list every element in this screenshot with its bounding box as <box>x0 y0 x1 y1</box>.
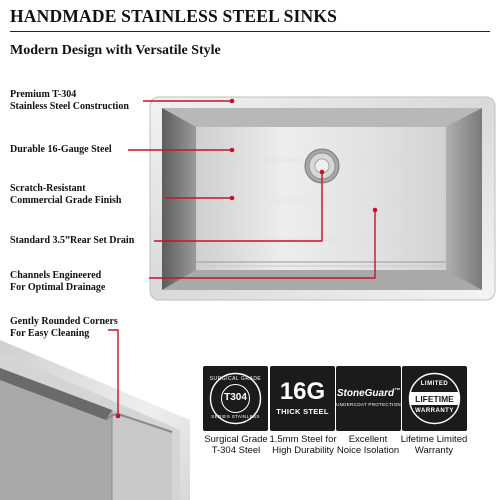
badge-caption-16g: 1.5mm Steel for High Durability <box>269 434 337 456</box>
lifetime-warranty-icon: LIMITED LIFETIME WARRANTY <box>402 366 467 431</box>
badge-caption-stoneguard: Excellent Noice Isolation <box>336 434 400 456</box>
surgical-grade-seal-icon: SURGICAL GRADE T304 SERIES STAINLESS <box>203 366 268 431</box>
badge-caption-warranty: Lifetime Limited Warranty <box>400 434 468 456</box>
16g-icon: 16G THICK STEEL <box>270 366 335 431</box>
callout-rounded-corners: Gently Rounded Corners For Easy Cleaning <box>10 316 118 339</box>
stoneguard-icon: StoneGuard™ UNDERCOAT PROTECTION <box>336 366 401 431</box>
badge-caption-surgical: Surgical Grade T-304 Steel <box>204 434 268 456</box>
callout-scratch-resistant: Scratch-Resistant Commercial Grade Finish <box>10 183 122 206</box>
corner-closeup <box>0 340 190 500</box>
callout-t304: Premium T-304 Stainless Steel Construction <box>10 89 129 112</box>
callout-rear-drain: Standard 3.5”Rear Set Drain <box>10 235 135 246</box>
callout-16-gauge: Durable 16-Gauge Steel <box>10 144 112 155</box>
callout-channels: Channels Engineered For Optimal Drainage <box>10 270 106 293</box>
page-title: HANDMADE STAINLESS STEEL SINKS <box>10 6 338 26</box>
page-subtitle: Modern Design with Versatile Style <box>10 43 221 58</box>
